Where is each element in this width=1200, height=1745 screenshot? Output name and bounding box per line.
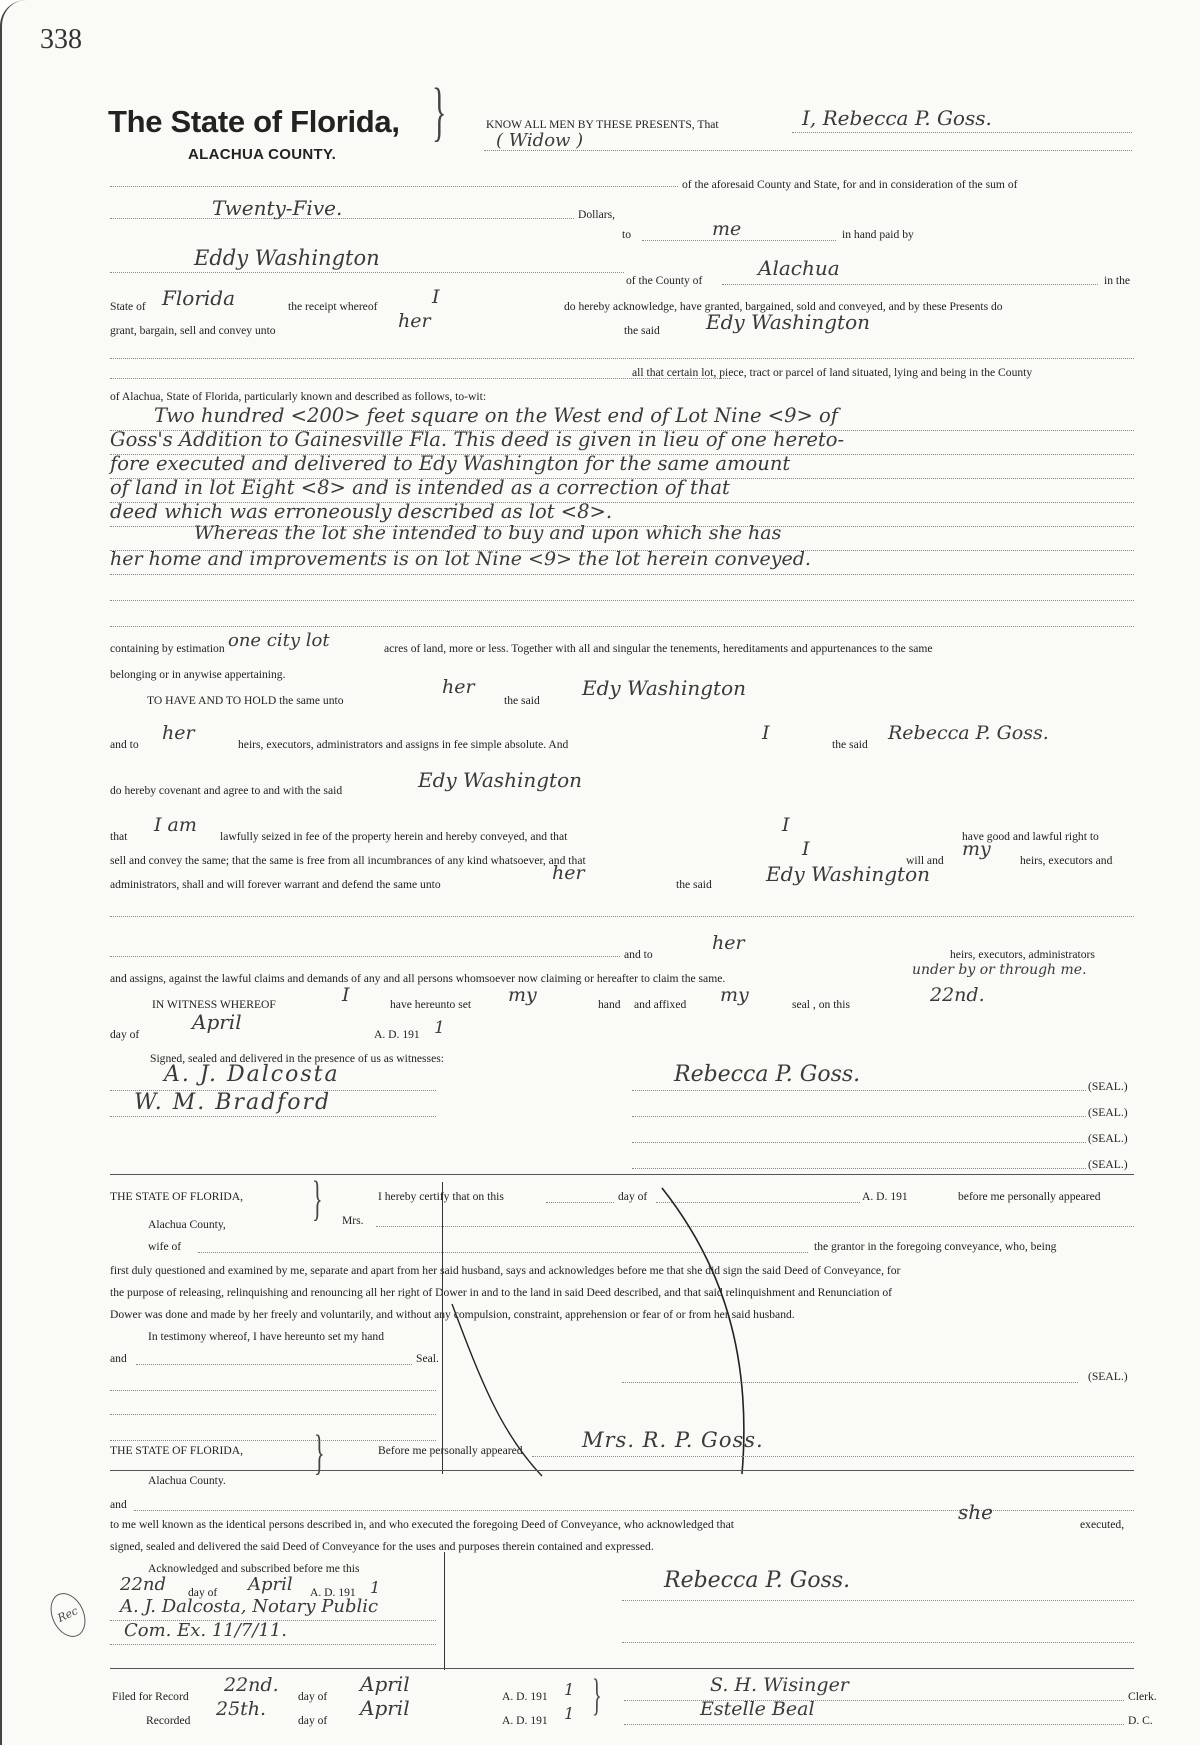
hold-said-label: the said (504, 694, 540, 707)
that-i: I (782, 814, 790, 836)
cert2-month: April (248, 1574, 293, 1595)
cert1-certify: I hereby certify that on this (378, 1190, 504, 1203)
blank (624, 1700, 1124, 1701)
cert2-state: THE STATE OF FLORIDA, (110, 1444, 244, 1457)
cert1-state: THE STATE OF FLORIDA, (110, 1190, 244, 1203)
dc-signature: Estelle Beal (700, 1698, 815, 1720)
will-my: my (962, 838, 991, 860)
witness-1: A. J. Dalcosta (164, 1062, 340, 1087)
grantor-status: ( Widow ) (496, 130, 584, 151)
blank (642, 240, 836, 241)
to-label: to (622, 228, 632, 241)
cert1-mrs: Mrs. (342, 1214, 364, 1227)
cert2-ad: A. D. 191 (310, 1586, 356, 1599)
blank (110, 1090, 436, 1091)
filed-month: April (360, 1672, 410, 1696)
of-alachua-text: of Alachua, State of Florida, particularly known and described as follows, to-wit: (110, 390, 487, 403)
desc-line-1: Two hundred <200> feet square on the West end of Lot Nine <9> of (154, 404, 838, 427)
seal-on-label: seal , on this (792, 998, 850, 1011)
to-have-text: TO HAVE AND TO HOLD the same unto (147, 694, 344, 707)
sell-i: I (802, 838, 810, 860)
blank (110, 1116, 436, 1117)
affixed-label: and affixed (634, 998, 687, 1011)
day-of-label: day of (110, 1028, 140, 1041)
heirs-exec-label-2: heirs, executors, administrators (950, 948, 1095, 961)
desc-line-5: deed which was erroneously described as lot <8>. (110, 500, 613, 523)
know-all-text: KNOW ALL MEN BY THESE PRESENTS, That (486, 118, 719, 131)
cert1-brace: } (312, 1170, 323, 1226)
cert1-ad: A. D. 191 (862, 1190, 908, 1203)
clerk-signature: S. H. Wisinger (710, 1674, 849, 1696)
witness-month: April (192, 1010, 242, 1034)
desc-line-7: her home and improvements is on lot Nine <9> the lot herein conveyed. (110, 548, 811, 570)
seal-4: (SEAL.) (1088, 1158, 1128, 1171)
record-stamp: Rec (44, 1587, 92, 1642)
of-county-label: of the County of (626, 274, 703, 287)
defend-unto: her (552, 862, 585, 884)
desc-line-6: Whereas the lot she intended to buy and upon which she has (194, 522, 782, 544)
seized-text: lawfully seized in fee of the property herein and hereby conveyed, and that (220, 830, 568, 843)
section-divider-1 (110, 1174, 1134, 1175)
grantor-signature: Rebecca P. Goss. (674, 1062, 861, 1087)
filed-label: Filed for Record (112, 1690, 189, 1703)
cert2-commission: Com. Ex. 11/7/11. (124, 1620, 287, 1641)
receipt-label: the receipt whereof (288, 300, 378, 313)
blank (532, 1456, 1134, 1457)
section-divider-2 (110, 1470, 1134, 1471)
filed-day-of: day of (298, 1690, 328, 1703)
blank (110, 956, 620, 957)
hold-grantee: Edy Washington (582, 676, 746, 700)
and-to-who: her (162, 722, 195, 744)
county-title: ALACHUA COUNTY. (188, 146, 337, 163)
seal-1: (SEAL.) (1088, 1080, 1128, 1093)
said-grantor: Rebecca P. Goss. (888, 722, 1049, 744)
blank (622, 1600, 1134, 1601)
blank (110, 1414, 436, 1415)
grantor-line-2 (484, 150, 1132, 151)
cert1-before: before me personally appeared (958, 1190, 1101, 1203)
defend-grantee: Edy Washington (766, 862, 930, 886)
recorded-label: Recorded (146, 1714, 191, 1727)
clerk-label: Clerk. (1128, 1690, 1157, 1703)
county-value: Alachua (758, 256, 840, 280)
cert1-para-2: the purpose of releasing, relinquishing and renouncing all her right of Dower in and to the land in said Deed described, and that said relinquishment and Renunciation of (110, 1286, 893, 1299)
cert2-person: Mrs. R. P. Goss. (582, 1428, 764, 1452)
signed-text: Signed, sealed and delivered in the presence of us as witnesses: (150, 1052, 444, 1065)
blank (632, 1142, 1086, 1143)
witness-year: 1 (434, 1018, 445, 1038)
blank (632, 1090, 1086, 1091)
blank (110, 1644, 436, 1645)
cert2-year: 1 (370, 1578, 381, 1597)
cert2-day: 22nd (120, 1574, 167, 1595)
that-i-am: I am (154, 814, 197, 836)
in-the-label: in the (1104, 274, 1131, 287)
record-brace: } (592, 1672, 602, 1721)
grant-label: grant, bargain, sell and convey unto (110, 324, 276, 337)
page-number: 338 (40, 24, 82, 55)
to-who: me (712, 218, 742, 240)
all-that-text: all that certain lot, piece, tract or parcel of land situated, lying and being in the County (632, 366, 1033, 379)
covenant-grantee: Edy Washington (418, 768, 582, 792)
containing-label: containing by estimation (110, 642, 225, 655)
blank (110, 916, 1134, 917)
recorded-month: April (360, 1696, 410, 1720)
belonging-text: belonging or in anywise appertaining. (110, 668, 286, 681)
header-brace: } (432, 75, 447, 149)
cert1-para-3: Dower was done and made by her freely and voluntarily, and without any compulsion, constraint, apprehension or fear of or from her said husband. (110, 1308, 795, 1321)
heirs-text: heirs, executors, administrators and assigns in fee simple absolute. And (238, 738, 569, 751)
sell-text: sell and convey the same; that the same is free from all incumbrances of any kind whatsoever, and that (110, 854, 586, 867)
blank (110, 218, 574, 219)
cert1-grantor: the grantor in the foregoing conveyance, who, being (814, 1240, 1057, 1253)
cert2-executed: executed, (1080, 1518, 1125, 1531)
administrators-text: administrators, shall and will forever warrant and defend the same unto (110, 878, 441, 891)
cert2-signature: Rebecca P. Goss. (664, 1568, 851, 1593)
filed-ad: A. D. 191 (502, 1690, 548, 1703)
heirs-exec-label: heirs, executors and (1020, 854, 1113, 867)
blank (110, 574, 1134, 575)
grantee-name: Eddy Washington (194, 246, 380, 270)
said-grantee: Edy Washington (706, 310, 870, 334)
cert1-seal: Seal. (416, 1352, 439, 1365)
and-i: I (762, 722, 770, 744)
covenant-text: do hereby covenant and agree to and with the said (110, 784, 343, 797)
hand-paid-label: in hand paid by (842, 228, 914, 241)
defend-said-label: the said (676, 878, 712, 891)
acres-text: acres of land, more or less. Together with all and singular the tenements, hereditaments and appurtenances to the same (384, 642, 933, 655)
dollars-label: Dollars, (578, 208, 616, 221)
grantor-line (792, 132, 1132, 133)
blank (110, 600, 1134, 601)
the-said-label: the said (624, 324, 660, 337)
cert1-wife: wife of (148, 1240, 182, 1253)
recorded-ad: A. D. 191 (502, 1714, 548, 1727)
consideration-text: of the aforesaid County and State, for and in consideration of the sum of (682, 178, 1018, 191)
cert1-day-of: day of (618, 1190, 648, 1203)
seal-2: (SEAL.) (1088, 1106, 1128, 1119)
blank (110, 626, 1134, 627)
and-to-her: her (712, 932, 745, 954)
cert1-seal-right: (SEAL.) (1088, 1370, 1128, 1383)
cert1-testimony: In testimony whereof, I have hereunto set my hand (148, 1330, 384, 1343)
and-to-label-2: and to (624, 948, 653, 961)
good-right-text: have good and lawful right to (962, 830, 1099, 843)
witness-day: 22nd. (930, 984, 985, 1006)
grantor-name: I, Rebecca P. Goss. (802, 106, 992, 130)
state-title: The State of Florida, (108, 104, 400, 139)
ad-label: A. D. 191 (374, 1028, 420, 1041)
recorded-day: 25th. (216, 1698, 267, 1720)
blank (622, 1642, 1134, 1643)
seal-3: (SEAL.) (1088, 1132, 1128, 1145)
recorded-day-of: day of (298, 1714, 328, 1727)
recorded-year: 1 (564, 1704, 575, 1723)
cert1-para-1: first duly questioned and examined by me, separate and apart from her said husband, says and acknowledges before me that she did sign the said Deed of Conveyance, for (110, 1264, 901, 1277)
cert2-she: she (958, 1500, 993, 1524)
estimation-value: one city lot (228, 630, 330, 651)
under-note: under by or through me. (912, 962, 1087, 978)
desc-line-2: Goss's Addition to Gainesville Fla. This deed is given in lieu of one hereto- (110, 428, 845, 451)
cert2-brace: } (314, 1424, 325, 1480)
cert2-para-2: signed, sealed and delivered the said Deed of Conveyance for the uses and purposes therein contained and expressed. (110, 1540, 654, 1553)
my-hand: my (508, 984, 537, 1006)
cert2-county: Alachua County. (148, 1474, 226, 1487)
blank (632, 1116, 1086, 1117)
cert2-ack: Acknowledged and subscribed before me this (148, 1562, 360, 1575)
blank (110, 1440, 436, 1441)
that-label: that (110, 830, 128, 843)
section-divider-3 (110, 1668, 1134, 1669)
blank (110, 1390, 436, 1391)
cert2-before: Before me personally appeared (378, 1444, 523, 1457)
witness-2: W. M. Bradford (134, 1090, 332, 1115)
filed-year: 1 (564, 1680, 575, 1699)
will-and-label: will and (906, 854, 944, 867)
witness-i: I (342, 984, 350, 1006)
state-of-label: State of (110, 300, 146, 313)
and-to-label: and to (110, 738, 139, 751)
hand-label: hand (598, 998, 621, 1011)
acknowledge-text: do hereby acknowledge, have granted, bargained, sold and conveyed, and by these Presents do (564, 300, 1003, 313)
cert2-para-1: to me well known as the identical persons described in, and who executed the foregoing Deed of Conveyance, who acknowledged that (110, 1518, 734, 1531)
cert2-divider (444, 1552, 445, 1670)
blank (722, 284, 1098, 285)
state-value: Florida (162, 286, 235, 310)
blank (110, 358, 1134, 359)
receipt-who: I (432, 286, 440, 308)
witness-text: IN WITNESS WHEREOF (152, 998, 276, 1011)
blank (110, 272, 624, 273)
blank (110, 186, 678, 187)
grantor-said-label: the said (832, 738, 868, 751)
hold-unto: her (442, 676, 475, 698)
unto-who: her (398, 310, 431, 332)
blank (624, 1724, 1124, 1725)
cert1-county: Alachua County, (148, 1218, 226, 1231)
blank (136, 1364, 412, 1365)
cert2-and: and (110, 1498, 127, 1511)
filed-day: 22nd. (224, 1674, 279, 1696)
cert2-notary: A. J. Dalcosta, Notary Public (120, 1596, 379, 1617)
sum-value: Twenty-Five. (212, 196, 343, 220)
document-header (108, 104, 400, 163)
have-set-label: have hereunto set (390, 998, 472, 1011)
my-seal: my (720, 984, 749, 1006)
desc-line-4: of land in lot Eight <8> and is intended as a correction of that (110, 476, 730, 499)
dc-label: D. C. (1128, 1714, 1153, 1727)
desc-line-3: fore executed and delivered to Edy Washington for the same amount (110, 452, 791, 475)
cert2-day-of: day of (188, 1586, 218, 1599)
cert1-and: and (110, 1352, 127, 1365)
assigns-text: and assigns, against the lawful claims and demands of any and all persons whomsoever now claiming or hereafter to claim the same. (110, 972, 726, 985)
blank (632, 1168, 1086, 1169)
